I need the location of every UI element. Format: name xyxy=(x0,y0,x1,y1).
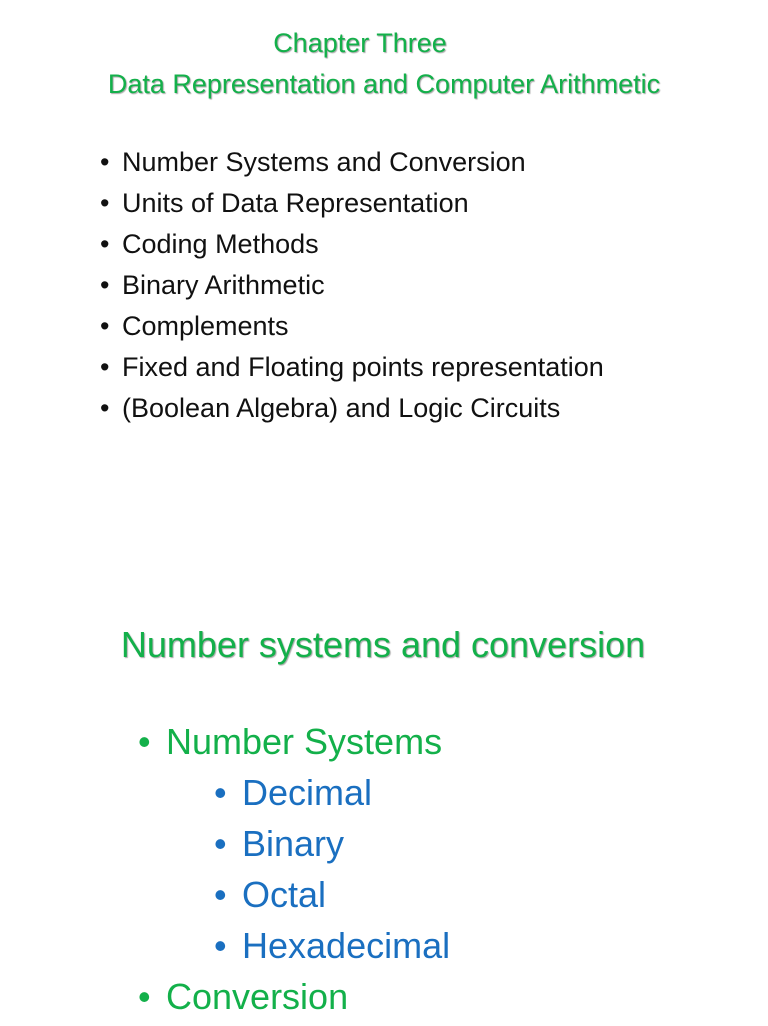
list-item xyxy=(100,308,604,349)
topic-list xyxy=(100,144,604,431)
list-item xyxy=(214,873,450,924)
main-list-conversion xyxy=(138,975,348,1026)
list-item xyxy=(100,349,604,390)
section-title: Number systems and conversion xyxy=(120,624,646,665)
topic-text: (Boolean Algebra) and Logic Circuits xyxy=(122,393,561,423)
list-item xyxy=(100,185,604,226)
list-item xyxy=(100,390,604,431)
sub-item-octal: Octal xyxy=(242,874,327,915)
chapter-title: Chapter Three xyxy=(273,28,447,58)
list-item xyxy=(214,924,450,975)
list-item xyxy=(214,771,450,822)
sub-list-number-system-types xyxy=(214,771,450,975)
bullet-icon: • xyxy=(100,311,110,341)
sub-item-decimal: Decimal xyxy=(242,772,373,813)
main-item-number-systems: Number Systems xyxy=(166,721,443,762)
sub-item-binary: Binary xyxy=(242,823,345,864)
slide-chapter-overview xyxy=(0,0,768,512)
list-item xyxy=(100,226,604,267)
list-item xyxy=(138,720,442,771)
topic-text: Coding Methods xyxy=(122,229,319,259)
main-list-number-systems xyxy=(138,720,442,771)
bullet-icon: • xyxy=(100,270,110,300)
bullet-icon: • xyxy=(138,976,151,1017)
bullet-icon: • xyxy=(214,874,227,915)
chapter-subtitle: Data Representation and Computer Arithmetic xyxy=(107,69,661,99)
bullet-icon: • xyxy=(214,925,227,966)
bullet-icon: • xyxy=(214,772,227,813)
bullet-icon: • xyxy=(100,229,110,259)
sub-item-hexadecimal: Hexadecimal xyxy=(242,925,451,966)
bullet-icon: • xyxy=(138,721,151,762)
topic-text: Complements xyxy=(122,311,289,341)
main-item-conversion: Conversion xyxy=(166,976,349,1017)
list-item xyxy=(214,822,450,873)
topic-text: Fixed and Floating points representation xyxy=(122,352,604,382)
topic-text: Units of Data Representation xyxy=(122,188,469,218)
bullet-icon: • xyxy=(100,188,110,218)
list-item xyxy=(138,975,348,1026)
topic-text: Number Systems and Conversion xyxy=(122,147,526,177)
list-item xyxy=(100,267,604,308)
topic-text: Binary Arithmetic xyxy=(122,270,325,300)
bullet-icon: • xyxy=(100,393,110,423)
bullet-icon: • xyxy=(214,823,227,864)
bullet-icon: • xyxy=(100,147,110,177)
bullet-icon: • xyxy=(100,352,110,382)
list-item xyxy=(100,144,604,185)
slide-number-systems xyxy=(0,512,768,1024)
